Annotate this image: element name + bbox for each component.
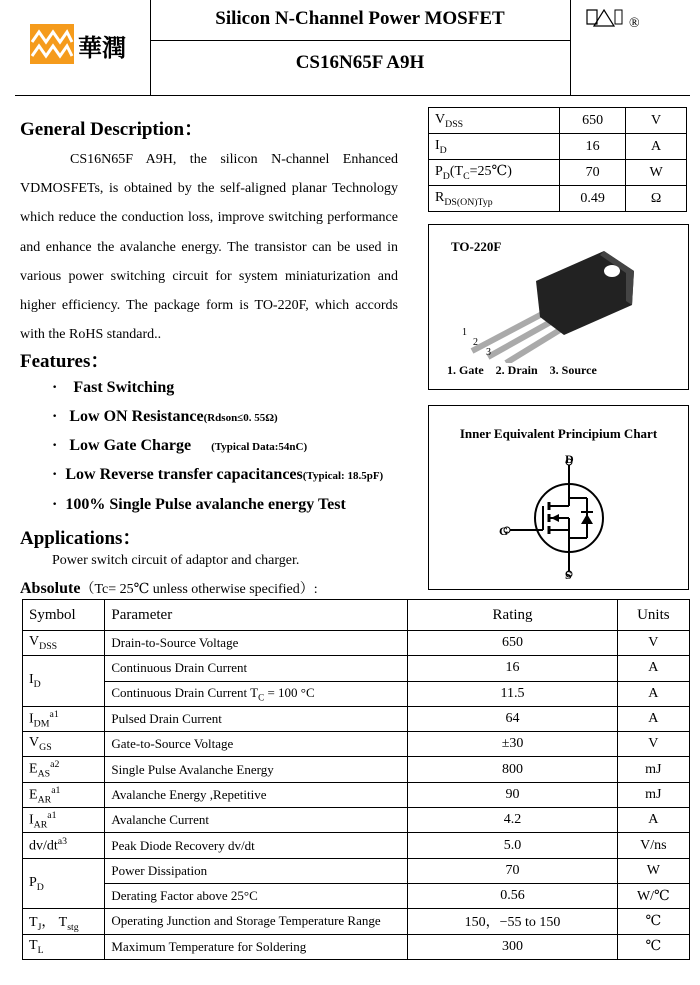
table-row: Derating Factor above 25°C 0.56 W/℃: [23, 883, 690, 908]
pin-legend: 1. Gate 2. Drain 3. Source: [447, 363, 597, 377]
absolute-ratings-caption: Absolute（Tc= 25℃ unless otherwise specified）:: [20, 580, 318, 597]
feature-item: · Low ON Resistance(Rdson≤0. 55Ω): [52, 408, 278, 425]
table-row: $R_{DS(ON)Typ}$ 0.49 Ω: [429, 186, 687, 212]
table-row: $T_L$ Maximum Temperature for Soldering 300 ℃: [23, 934, 690, 959]
drain-label: D: [565, 452, 574, 466]
pin-number: 3: [486, 347, 491, 358]
applications-text: Power switch circuit of adaptor and charger.: [52, 553, 300, 568]
package-name: TO-220F: [451, 239, 502, 254]
package-box: [428, 224, 689, 390]
absolute-ratings-table: [22, 599, 690, 960]
key-specs-table: [428, 107, 687, 212]
applications-heading: Applications：: [20, 528, 142, 549]
document-title: Silicon N-Channel Power MOSFET: [215, 8, 505, 29]
general-description-heading: General Description：: [20, 119, 204, 140]
table-row: $I_{DM}^{a1}$ Pulsed Drain Current 64 A: [23, 706, 690, 731]
table-row: $E_{AR}^{a1}$ Avalanche Energy ,Repetitive 90 mJ: [23, 782, 690, 807]
gate-label: G: [499, 524, 509, 538]
table-row: $dv/dt^{a3}$ Peak Diode Recovery dv/dt 5.0 V/ns: [23, 833, 690, 858]
logo-text: 華潤: [78, 33, 126, 62]
pin-number: 1: [462, 327, 467, 338]
table-row: $V_{DSS}$ Drain-to-Source Voltage 650 V: [23, 631, 690, 656]
column-header: Rating: [408, 600, 617, 631]
table-row: $P_D(T_C=25℃)$ 70 W: [429, 160, 687, 186]
source-label: S: [565, 568, 572, 582]
company-logo: [30, 14, 140, 68]
table-row: $V_{GS}$ Gate-to-Source Voltage ±30 V: [23, 732, 690, 757]
column-header: Symbol: [23, 600, 105, 631]
table-row: Continuous Drain Current $T_C = 100$ °C 11.5 A: [23, 681, 690, 706]
feature-item: · Low Gate Charge (Typical Data:54nC): [52, 437, 308, 454]
table-row: $E_{AS}^{a2}$ Single Pulse Avalanche Energy 800 mJ: [23, 757, 690, 782]
certification-mark-icon: [585, 6, 640, 35]
general-description-body: CS16N65F A9H, the silicon N-channel Enhanced VDMOSFETs, is obtained by the self-aligned planar Technology which reduce the conduction loss, improve switching performance and enhance the avalanche energy. The transistor can be used in various power switching circuit for system miniaturization and higher efficiency. The package form is TO-220F, which accords with the RoHS standard..: [20, 152, 398, 343]
column-header: Parameter: [105, 600, 408, 631]
general-description-text: [20, 145, 398, 349]
table-header-row: [23, 600, 690, 631]
features-heading: Features：: [20, 351, 110, 372]
feature-item: · Fast Switching: [52, 379, 175, 396]
part-number: CS16N65F A9H: [295, 52, 425, 73]
table-row: $V_{DSS}$ 650 V: [429, 108, 687, 134]
pin-number: 2: [473, 337, 478, 348]
table-row: $I_{AR}^{a1}$ Avalanche Current 4.2 A: [23, 808, 690, 833]
table-row: $I_D$ 16 A: [429, 134, 687, 160]
table-row: $T_J$， $T_{stg}$ Operating Junction and Storage Temperature Range 150，−55 to 150 ℃: [23, 909, 690, 934]
schematic-title: Inner Equivalent Principium Chart: [459, 426, 658, 441]
column-header: Units: [617, 600, 689, 631]
feature-item: · Low Reverse transfer capacitances(Typical: 18.5pF): [52, 466, 384, 483]
registered-mark: ®: [629, 16, 640, 31]
feature-item: · 100% Single Pulse avalanche energy Test: [52, 496, 346, 513]
to220f-package-image: [454, 243, 654, 363]
mosfet-symbol-icon: [499, 452, 639, 582]
table-row: $I_D$ Continuous Drain Current 16 A: [23, 656, 690, 681]
schematic-box: [428, 405, 689, 590]
table-row: $P_D$ Power Dissipation 70 W: [23, 858, 690, 883]
